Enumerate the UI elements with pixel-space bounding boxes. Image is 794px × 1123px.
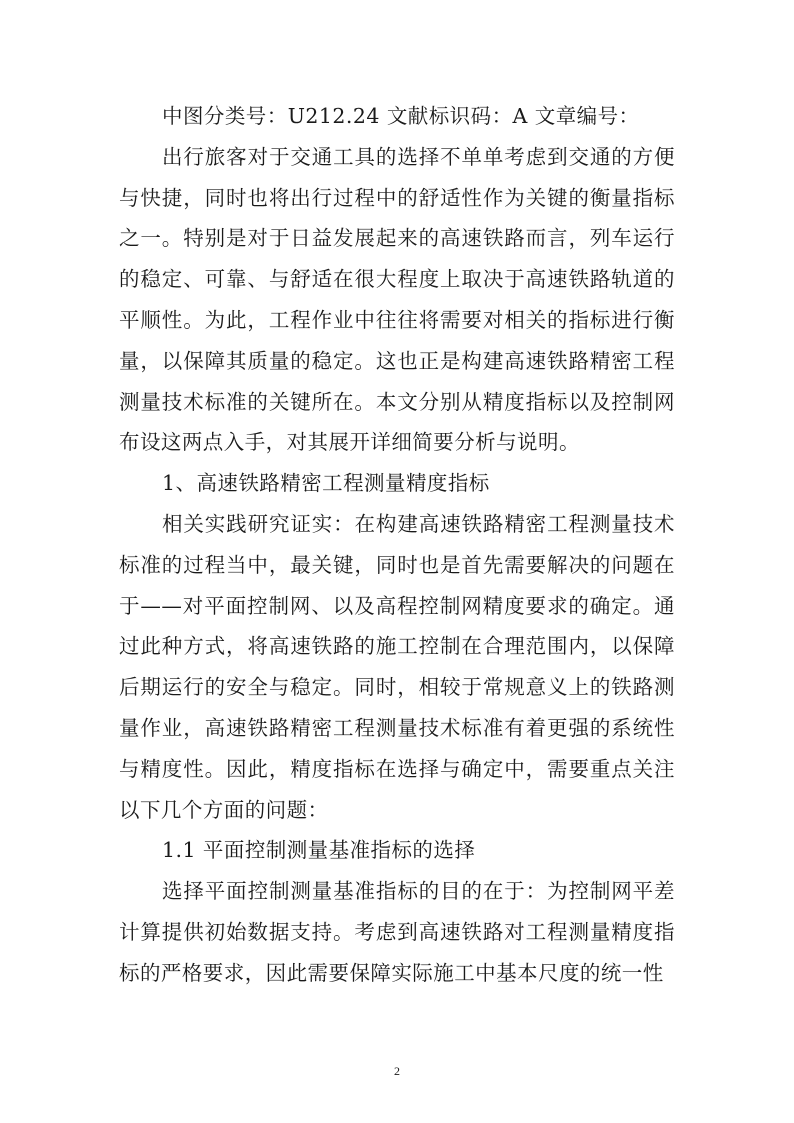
intro-paragraph: 出行旅客对于交通工具的选择不单单考虑到交通的方便与快捷，同时也将出行过程中的舒适性作为关键的衡量指标之一。特别是对于日益发展起来的高速铁路而言，列车运行的稳定、可靠、与舒适在很大程度上取决于高速铁路轨道的平顺性。为此，工程作业中往往将需要对相关的指标进行衡量，以保障其质量的稳定。这也正是构建高速铁路精密工程测量技术标准的关键所在。本文分别从精度指标以及控制网布设这两点入手，对其展开详细简要分析与说明。 [119, 144, 675, 455]
section-1-1-paragraph: 选择平面控制测量基准指标的目的在于：为控制网平差计算提供初始数据支持。考虑到高速铁路对工程测量精度指标的严格要求，因此需要保障实际施工中基本尺度的统一性 [119, 879, 675, 985]
section-1-paragraph: 相关实践研究证实：在构建高速铁路精密工程测量技术标准的过程当中，最关键，同时也是首先需要解决的问题在于——对平面控制网、以及高程控制网精度要求的确定。通过此种方式，将高速铁路的施工控制在合理范围内，以保障后期运行的安全与稳定。同时，相较于常规意义上的铁路测量作业，高速铁路精密工程测量技术标准有着更强的系统性与精度性。因此，精度指标在选择与确定中，需要重点关注以下几个方面的问题： [119, 511, 675, 822]
section-1-heading: 1、高速铁路精密工程测量精度指标 [162, 471, 490, 496]
section-1-1-heading: 1.1 平面控制测量基准指标的选择 [162, 838, 476, 863]
page-number: 2 [394, 1064, 400, 1078]
document-body [119, 96, 675, 994]
classification-line: 中图分类号：U212.24 文献标识码：A 文章编号： [162, 104, 640, 128]
